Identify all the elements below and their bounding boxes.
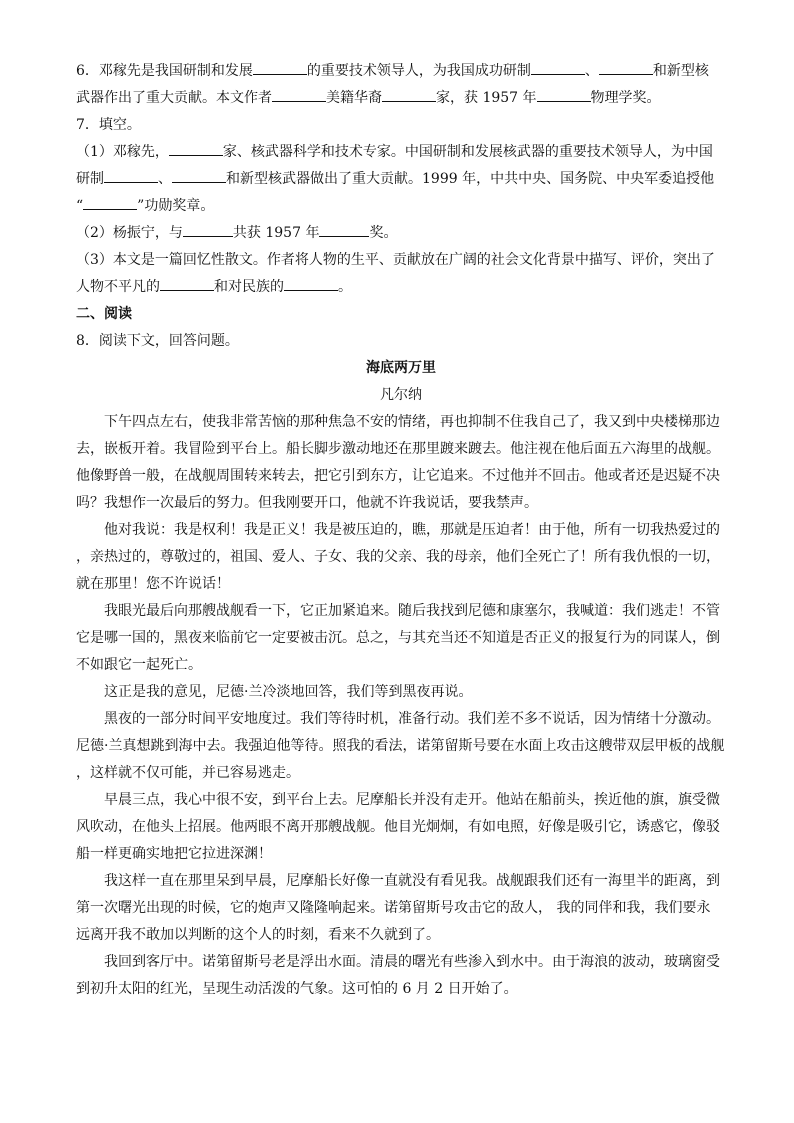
answer-blank[interactable] (183, 221, 233, 237)
q6-text: 、 (584, 63, 599, 79)
answer-blank[interactable] (172, 167, 226, 183)
article-title: 海底两万里 (366, 360, 436, 376)
q7-part1-line-2 (76, 166, 726, 193)
article-line: 尼德·兰真想跳到海中去。我强迫他等待。照我的看法，诺第留斯号要在水面上攻击这艘带双层甲板的战舰 (76, 738, 725, 754)
article-line: 我回到客厅中。诺第留斯号老是浮出水面。清晨的曙光有些渗入到水中。由于海浪的波动，玻璃窗受 (104, 954, 720, 970)
q6-text: 家，获 1957 年 (436, 90, 537, 106)
section-heading: 二、阅读 (76, 306, 132, 322)
answer-blank[interactable] (169, 140, 223, 156)
answer-blank[interactable] (253, 59, 307, 75)
article-line: 这正是我的意见，尼德·兰冷淡地回答，我们等到黑夜再说。 (104, 684, 473, 700)
q7-text: 共获 1957 年 (232, 225, 320, 241)
article-line: 我这样一直在那里呆到早晨，尼摩船长好像一直就没有看见我。战舰跟我们还有一海里半的距离，到 (104, 873, 720, 889)
q7-text: 和新型核武器做出了重大贡献。1999 年，中共中央、国务院、中央军委追授他 (226, 171, 715, 187)
q7-text: 人物不平凡的 (76, 279, 160, 295)
q7-text: 研制 (76, 171, 104, 187)
answer-blank[interactable] (319, 221, 369, 237)
article-line: 早晨三点，我心中很不安，到平台上去。尼摩船长并没有走开。他站在船前头，挨近他的旗，旗受微 (104, 792, 720, 808)
article-line: 黑夜的一部分时间平安地度过。我们等待时机，准备行动。我们差不多不说话，因为情绪十分激动。 (104, 711, 720, 727)
q6-text: 6．邓稼先是我国研制和发展 (76, 63, 253, 79)
q7-text: “ (76, 198, 84, 214)
article-author: 凡尔纳 (380, 387, 422, 403)
article-line: 他像野兽一般，在战舰周围转来转去，把它引到东方，让它追来。不过他并不回击。他或者还是迟疑不决 (76, 468, 720, 484)
article-body (76, 409, 726, 1003)
q7-text: 家、核武器科学和技术专家。中国研制和发展核武器的重要技术领导人，为中国 (222, 144, 713, 160)
q7-part3-line-2 (76, 274, 726, 301)
answer-blank[interactable] (83, 194, 137, 210)
document-page (76, 58, 726, 1003)
article-line: 第一次曙光出现的时候，它的炮声又隆隆响起来。诺第留斯号攻击它的敌人， 我的同伴和我，我们要永 (76, 900, 711, 916)
article-line: 下午四点左右，使我非常苦恼的那种焦急不安的情绪，再也抑制不住我自己了，我又到中央楼梯那边 (104, 414, 720, 430)
article-line: ，亲热过的，尊敬过的，祖国、爱人、子女、我的父亲、我的母亲，他们全死亡了！所有我仇恨的一切， (76, 549, 720, 565)
q7-text: 奖。 (369, 225, 398, 241)
answer-blank[interactable] (284, 275, 338, 291)
article-line: 它是哪一国的，黑夜来临前它一定要被击沉。总之，与其充当还不知道是否正义的报复行为的同谋人，倒 (76, 630, 720, 646)
article-line: 吗？我想作一次最后的努力。但我刚要开口，他就不许我说话，要我禁声。 (76, 495, 538, 511)
q6-text: 和新型核 (652, 63, 709, 79)
q7-text: （2）杨振宁，与 (76, 225, 183, 241)
q6-text: 物理学奖。 (590, 90, 661, 106)
q7-part1-line-3 (76, 193, 726, 220)
article-line: ，这样就不仅可能，并已容易逃走。 (76, 765, 300, 781)
q7-text: 。 (338, 279, 352, 295)
q7-text: 和对民族的 (214, 279, 284, 295)
answer-blank[interactable] (599, 59, 653, 75)
article-line: 到初升太阳的红光，呈现生动活泼的气象。这可怕的 6 月 2 日开始了。 (76, 981, 518, 997)
q7-part2 (76, 220, 726, 247)
answer-blank[interactable] (272, 86, 326, 102)
answer-blank[interactable] (160, 275, 214, 291)
article-line: 我眼光最后向那艘战舰看一下，它正加紧追来。随后我找到尼德和康塞尔，我喊道：我们逃走！不管 (104, 603, 720, 619)
q7-part3-line-1: （3）本文是一篇回忆性散文。作者将人物的生平、贡献放在广阔的社会文化背景中描写、评价，突出了 (76, 252, 715, 268)
q6-text: 的重要技术领导人，为我国成功研制 (306, 63, 531, 79)
article-line: 就在那里！您不许说话！ (76, 576, 230, 592)
q6-line-2 (76, 85, 726, 112)
answer-blank[interactable] (382, 86, 436, 102)
answer-blank[interactable] (531, 59, 585, 75)
article-line: 风吹动，在他头上招展。他两眼不离开那艘战舰。他目光炯炯，有如电照，好像是吸引它，诱惑它，像驳 (76, 819, 720, 835)
article-line: 他对我说：我是权利！我是正义！我是被压迫的，瞧，那就是压迫者！由于他，所有一切我热爱过的 (104, 522, 720, 538)
answer-blank[interactable] (104, 167, 158, 183)
article-line: 船一样更确实地把它拉进深渊！ (76, 846, 272, 862)
q8-prompt: 8．阅读下文，回答问题。 (76, 333, 239, 349)
q7-text: （1）邓稼先， (76, 144, 169, 160)
q7-text: ”功勋奖章。 (137, 198, 215, 214)
q6-text: 美籍华裔 (326, 90, 382, 106)
q6-text: 武器作出了重大贡献。本文作者 (76, 90, 272, 106)
article-line: 不如跟它一起死亡。 (76, 657, 202, 673)
article-line: 去，嵌板开着。我冒险到平台上。船长脚步激动地还在那里踱来踱去。他注视在他后面五六海里的战舰。 (76, 441, 720, 457)
q7-text: 、 (158, 171, 172, 187)
q6-line-1 (76, 58, 726, 85)
q7-title: 7．填空。 (76, 117, 141, 133)
article-line: 远离开我不敢加以判断的这个人的时刻，看来不久就到了。 (76, 927, 440, 943)
q7-part1-line-1 (76, 139, 726, 166)
answer-blank[interactable] (537, 86, 591, 102)
